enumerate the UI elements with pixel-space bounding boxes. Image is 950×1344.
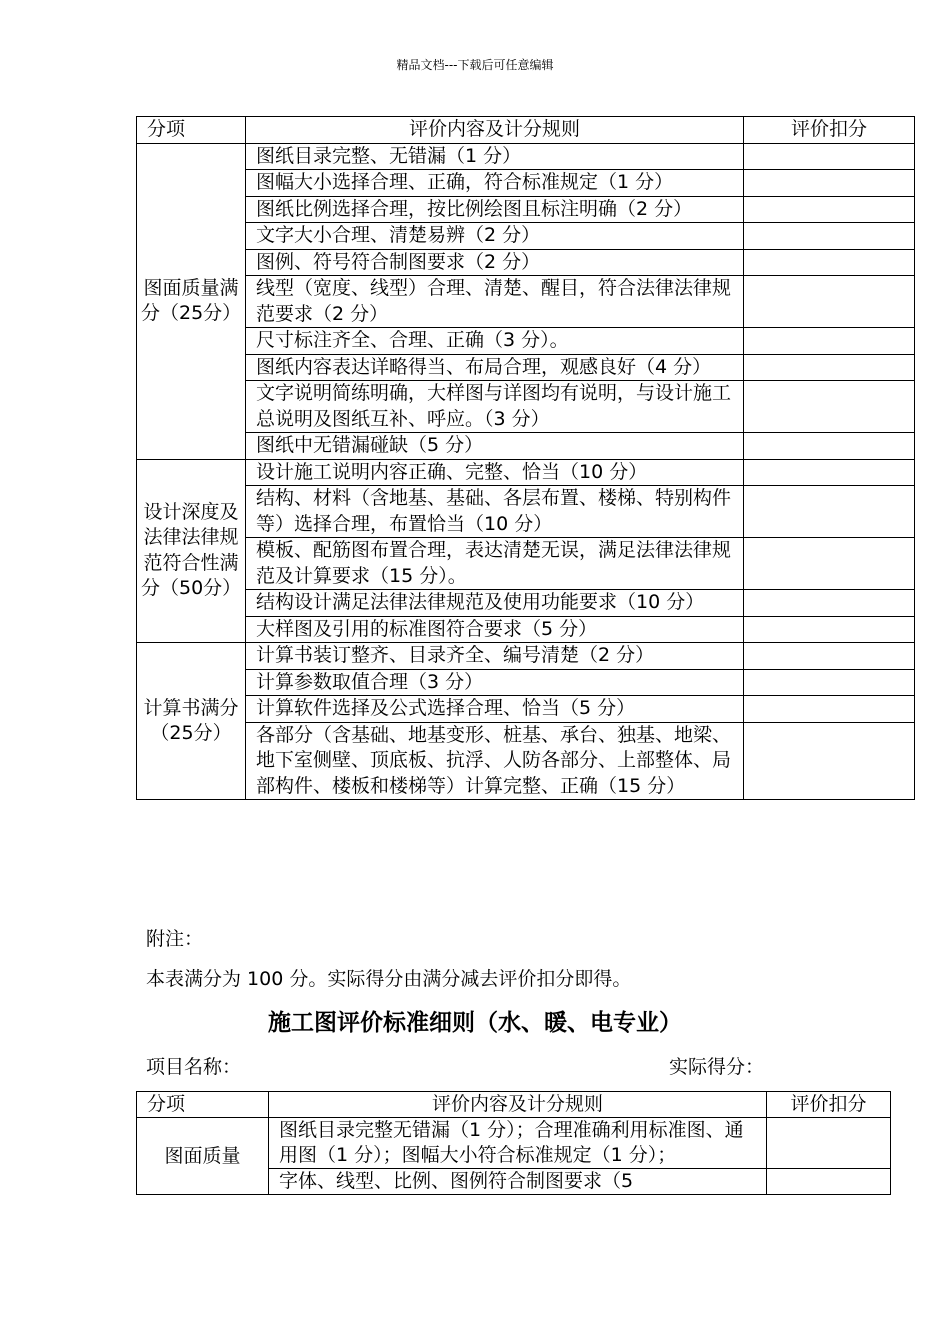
rule-cell: 图纸目录完整、无错漏（1 分） (246, 143, 744, 170)
header-note: 精品文档---下载后可任意编辑 (396, 58, 554, 72)
table-header-row (137, 1092, 891, 1118)
section-label-calculation: 计算书满分（25分） (137, 643, 246, 800)
table-header-row (137, 117, 915, 144)
rule-cell: 设计施工说明内容正确、完整、恰当（10 分） (246, 459, 744, 486)
deduction-cell[interactable] (744, 196, 915, 223)
deduction-cell[interactable] (744, 616, 915, 643)
rule-cell: 各部分（含基础、地基变形、桩基、承台、独基、地梁、地下室侧壁、顶底板、抗浮、人防各部分、上部整体、局部构件、楼板和楼梯等）计算完整、正确（15 分） (246, 722, 744, 800)
table-row (137, 722, 915, 800)
deduction-cell[interactable] (744, 696, 915, 723)
rule-cell: 图例、符号符合制图要求（2 分） (246, 249, 744, 276)
rule-cell: 计算参数取值合理（3 分） (246, 669, 744, 696)
project-name-label: 项目名称： (146, 1056, 242, 1078)
table-row (137, 643, 915, 670)
rule-cell: 图纸目录完整无错漏（1 分）；合理准确利用标准图、通用图（1 分）；图幅大小符合标准规定（1 分）； (269, 1118, 767, 1169)
rule-cell: 结构设计满足法律法律规范及使用功能要求（10 分） (246, 590, 744, 617)
deduction-cell[interactable] (744, 590, 915, 617)
deduction-cell[interactable] (744, 276, 915, 328)
deduction-cell[interactable] (744, 354, 915, 381)
deduction-cell[interactable] (767, 1169, 891, 1195)
col-header-rules: 评价内容及计分规则 (269, 1092, 767, 1118)
col-header-deduction: 评价扣分 (767, 1092, 891, 1118)
col-header-rules: 评价内容及计分规则 (246, 117, 744, 144)
rule-cell: 大样图及引用的标准图符合要求（5 分） (246, 616, 744, 643)
rule-cell: 文字说明简练明确，大样图与详图均有说明，与设计施工总说明及图纸互补、呼应。（3 分） (246, 381, 744, 433)
section2-title: 施工图评价标准细则（水、暖、电专业） (268, 1010, 682, 1036)
rule-cell: 模板、配筋图布置合理，表达清楚无误，满足法律法律规范及计算要求（15 分）。 (246, 538, 744, 590)
deduction-cell[interactable] (767, 1118, 891, 1169)
section-label-design-depth: 设计深度及法律法律规范符合性满分（50分） (137, 459, 246, 643)
rule-cell: 计算软件选择及公式选择合理、恰当（5 分） (246, 696, 744, 723)
col-header-item: 分项 (137, 117, 246, 144)
table-row (137, 328, 915, 355)
deduction-cell[interactable] (744, 669, 915, 696)
table-row (137, 196, 915, 223)
table-row (137, 616, 915, 643)
structure-evaluation-table (136, 116, 915, 800)
table-row (137, 170, 915, 197)
rule-cell: 尺寸标注齐全、合理、正确（3 分）。 (246, 328, 744, 355)
deduction-cell[interactable] (744, 722, 915, 800)
table-row (137, 486, 915, 538)
section-label-drawing-quality: 图面质量 (137, 1118, 269, 1195)
deduction-cell[interactable] (744, 328, 915, 355)
deduction-cell[interactable] (744, 170, 915, 197)
deduction-cell[interactable] (744, 459, 915, 486)
table-row (137, 433, 915, 460)
deduction-cell[interactable] (744, 486, 915, 538)
deduction-cell[interactable] (744, 381, 915, 433)
deduction-cell[interactable] (744, 223, 915, 250)
table-row (137, 669, 915, 696)
table-row (137, 538, 915, 590)
table-row (137, 276, 915, 328)
table-row (137, 381, 915, 433)
rule-cell: 计算书装订整齐、目录齐全、编号清楚（2 分） (246, 643, 744, 670)
rule-cell: 字体、线型、比例、图例符合制图要求（5 (269, 1169, 767, 1195)
notes-label: 附注： (146, 928, 204, 950)
col-header-deduction: 评价扣分 (744, 117, 915, 144)
table-row (137, 459, 915, 486)
deduction-cell[interactable] (744, 249, 915, 276)
actual-score-label: 实际得分： (669, 1056, 765, 1078)
rule-cell: 图纸中无错漏碰缺（5 分） (246, 433, 744, 460)
deduction-cell[interactable] (744, 433, 915, 460)
table-row (137, 249, 915, 276)
mep-evaluation-table (136, 1091, 891, 1195)
col-header-item: 分项 (137, 1092, 269, 1118)
rule-cell: 文字大小合理、清楚易辨（2 分） (246, 223, 744, 250)
table-row (137, 696, 915, 723)
rule-cell: 图纸内容表达详略得当、布局合理，观感良好（4 分） (246, 354, 744, 381)
rule-cell: 图幅大小选择合理、正确，符合标准规定（1 分） (246, 170, 744, 197)
deduction-cell[interactable] (744, 538, 915, 590)
table-row (137, 354, 915, 381)
table-row (137, 1118, 891, 1169)
table-row (137, 143, 915, 170)
deduction-cell[interactable] (744, 143, 915, 170)
notes-text: 本表满分为 100 分。实际得分由满分减去评价扣分即得。 (146, 968, 632, 990)
deduction-cell[interactable] (744, 643, 915, 670)
section-label-drawing-quality: 图面质量满分（25分） (137, 143, 246, 459)
table-row (137, 590, 915, 617)
rule-cell: 图纸比例选择合理，按比例绘图且标注明确（2 分） (246, 196, 744, 223)
table-row (137, 223, 915, 250)
rule-cell: 线型（宽度、线型）合理、清楚、醒目，符合法律法律规范要求（2 分） (246, 276, 744, 328)
rule-cell: 结构、材料（含地基、基础、各层布置、楼梯、特别构件等）选择合理，布置恰当（10 分） (246, 486, 744, 538)
